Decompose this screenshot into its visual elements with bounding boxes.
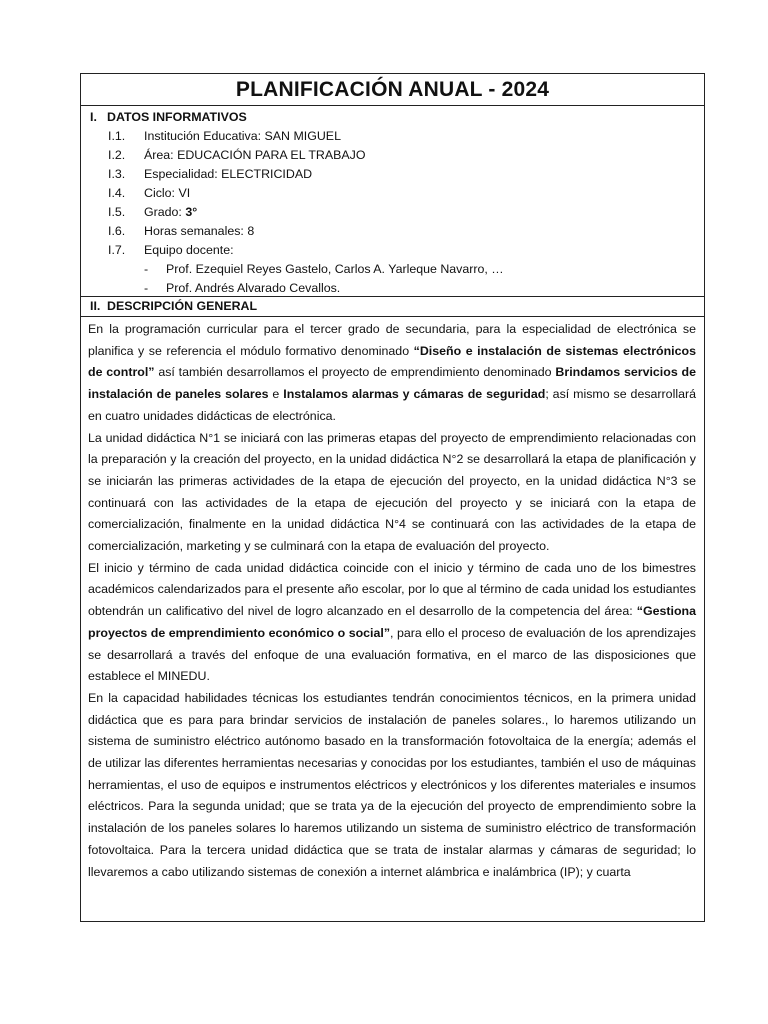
info-label: Ciclo:	[144, 186, 179, 200]
info-value	[144, 222, 704, 241]
section-number: I.	[90, 110, 97, 124]
paragraph	[88, 558, 696, 688]
info-text: SAN MIGUEL	[264, 129, 341, 143]
bold-text: Brindamos servicios de instalación de paneles solares	[88, 365, 696, 402]
info-label: Área:	[144, 148, 178, 162]
info-value	[144, 127, 704, 146]
text-run: , para ello el proceso de evaluación de los aprendizajes se desarrollará a través del enfoque de una evaluación formativa, en el marco de las disposiciones que establece el MINEDU.	[88, 625, 696, 684]
text-run: e	[268, 387, 284, 402]
info-key: I.7.	[108, 243, 126, 257]
info-row	[81, 241, 704, 260]
info-text: VI	[178, 186, 191, 200]
info-row	[81, 184, 704, 203]
info-key: I.2.	[108, 148, 126, 162]
section-descripcion-body	[80, 317, 705, 922]
info-label: Especialidad:	[144, 167, 222, 181]
text-run: En la programación curricular para el tercer grado de secundaria, para la especialidad de electrónica se planifica y se referencia el módulo formativo denominado	[88, 322, 696, 358]
paragraph: En la capacidad habilidades técnicas los estudiantes tendrán conocimientos técnicos, en la primera unidad didáctica que es para para brindar servicios de instalación de paneles solares., lo haremos utilizando un sistema de suministro eléctrico autónomo basado en la transformación fotovoltaica de la energía; además el de utilizar las diferentes herramientas necesarias y conocidas por los estudiantes, también el uso de máquinas herramientas, el uso de equipos e instrumentos eléctricos y electrónicos y los diferentes materiales e insumos eléctricos. Para la segunda unidad; que se trata ya de la ejecución del proyecto de emprendimiento sobre la instalación de los paneles solares lo haremos utilizando un sistema de suministro eléctrico de transformación fotovoltaica. Para la tercera unidad didáctica que se trata de instalar alarmas y cámaras de seguridad; lo llevaremos a cabo utilizando sistemas de conexión a internet alámbrica e inalámbrica (IP); y cuarta	[88, 690, 696, 879]
bold-text: “Diseño e instalación de sistemas electrónicos de control”	[88, 343, 696, 380]
info-row	[81, 203, 704, 222]
teacher-item	[81, 279, 704, 298]
section-datos-informativos	[80, 106, 705, 297]
bold-text: “Gestiona proyectos de emprendimiento económico o social”	[88, 604, 696, 640]
info-value	[144, 184, 704, 203]
info-value	[144, 165, 704, 184]
section-descripcion-heading	[80, 297, 705, 317]
text-run: así también desarrollamos el proyecto de emprendimiento denominado	[154, 365, 556, 380]
info-value	[144, 241, 704, 260]
info-row	[81, 222, 704, 241]
info-label: Grado:	[144, 205, 186, 219]
info-label: Equipo docente:	[144, 243, 234, 257]
info-row	[81, 127, 704, 146]
info-key: I.6.	[108, 224, 126, 238]
info-row	[81, 146, 704, 165]
teacher-name: Prof. Ezequiel Reyes Gastelo, Carlos A. Yarleque Navarro, …	[166, 262, 504, 276]
info-text: 8	[247, 224, 255, 238]
info-value	[144, 203, 704, 222]
info-text: EDUCACIÓN PARA EL TRABAJO	[177, 148, 366, 162]
bullet-dash: -	[144, 262, 149, 276]
info-key: I.1.	[108, 129, 126, 143]
section-heading	[81, 297, 704, 316]
info-key: I.5.	[108, 205, 126, 219]
title-box	[80, 73, 705, 106]
section-heading	[81, 108, 704, 127]
info-label: Institución Educativa:	[144, 129, 265, 143]
teacher-item	[81, 260, 704, 279]
info-text: ELECTRICIDAD	[221, 167, 313, 181]
section-title: DESCRIPCIÓN GENERAL	[107, 299, 258, 313]
info-value	[144, 146, 704, 165]
section-title: DATOS INFORMATIVOS	[107, 110, 247, 124]
paragraph	[88, 319, 696, 428]
info-key: I.3.	[108, 167, 126, 181]
text-run: El inicio y término de cada unidad didáctica coincide con el inicio y término de cada uno de los bimestres académicos calendarizados para el presente año escolar, por lo que al término de cada unidad los estudiantes obtendrán un calificativo del nivel de logro alcanzado en el desarrollo de la competencia del área:	[88, 560, 696, 619]
info-text: 3°	[185, 205, 198, 219]
page-title: PLANIFICACIÓN ANUAL - 2024	[235, 77, 550, 101]
document	[80, 73, 705, 922]
section-number: II.	[90, 299, 101, 313]
info-key: I.4.	[108, 186, 126, 200]
bullet-dash: -	[144, 281, 149, 295]
info-label: Horas semanales:	[144, 224, 248, 238]
text-run: ; así mismo se desarrollará en cuatro unidades didácticas de electrónica.	[88, 387, 696, 423]
info-row	[81, 165, 704, 184]
teacher-name: Prof. Andrés Alvarado Cevallos.	[166, 281, 341, 295]
paragraph: La unidad didáctica N°1 se iniciará con las primeras etapas del proyecto de emprendimiento relacionadas con la preparación y la creación del proyecto, en la unidad didáctica N°2 se desarrollará la etapa de planificación y se iniciarán las primeras actividades de la etapa de ejecución del proyecto, en la unidad didáctica N°3 se continuará con las actividades de la etapa de ejecución del proyecto y se iniciará con la etapa de comercialización, finalmente en la unidad didáctica N°4 se continuará con las actividades de la etapa de comercialización, marketing y se culminará con la etapa de evaluación del proyecto.	[88, 430, 696, 554]
bold-text: Instalamos alarmas y cámaras de seguridad	[283, 387, 546, 402]
